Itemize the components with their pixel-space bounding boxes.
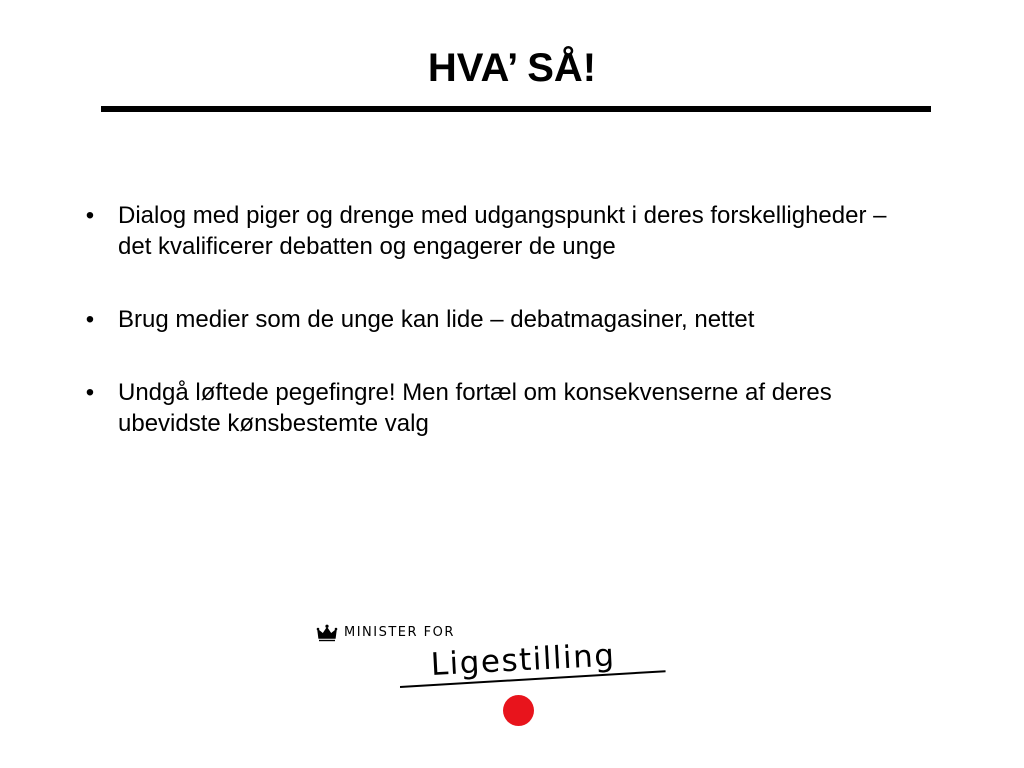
bullet-icon: • <box>85 202 95 229</box>
bullet-icon: • <box>85 306 95 333</box>
crown-icon <box>316 624 338 642</box>
bullet-list <box>80 200 910 481</box>
slide-title: HVA’ SÅ! <box>427 46 597 90</box>
bullet-item <box>80 377 910 439</box>
bullet-item <box>80 200 910 262</box>
title-divider <box>101 106 931 112</box>
bullet-text: Undgå løftede pegefingre! Men fortæl om konsekvenserne af deres ubevidste kønsbestemte valg <box>118 379 832 437</box>
bullet-text: Brug medier som de unge kan lide – debatmagasiner, nettet <box>118 306 755 333</box>
bullet-item <box>80 304 910 335</box>
logo-name-text: Ligestilling <box>429 637 617 684</box>
logo-prefix-text: MINISTER FOR <box>344 625 455 640</box>
bullet-icon: • <box>85 379 95 406</box>
ministry-logo <box>316 624 676 728</box>
red-dot-icon <box>503 695 534 726</box>
bullet-text: Dialog med piger og drenge med udgangspunkt i deres forskelligheder – det kvalificerer debatten og engagerer de unge <box>118 202 887 260</box>
